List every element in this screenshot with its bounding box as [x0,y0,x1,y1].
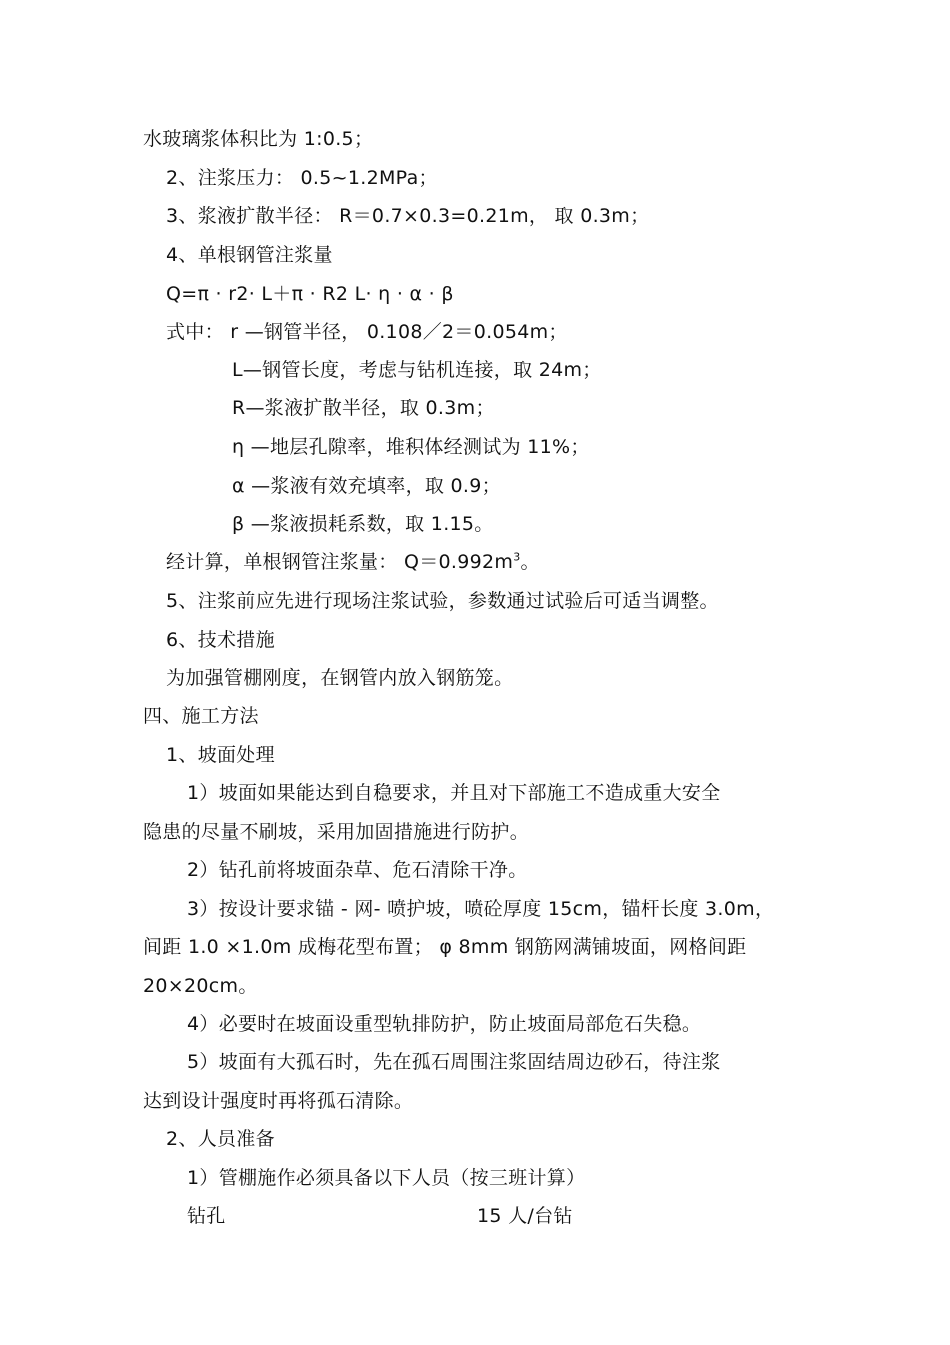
text-line: 6、技术措施 [166,629,275,651]
text-line: 1）坡面如果能达到自稳要求，并且对下部施工不造成重大安全 [187,782,721,804]
subsection-heading: 1、坡面处理 [166,744,275,766]
text-line [166,550,540,574]
text-line: 4、单根钢管注浆量 [166,244,333,266]
text-line: 3、浆液扩散半径： R＝0.7×0.3=0.21m， 取 0.3m； [166,205,650,227]
text-line: 式中： r —钢管半径， 0.108／2＝0.054m； [166,321,568,343]
text-line: 1）管棚施作必须具备以下人员（按三班计算） [187,1167,586,1189]
text-line: 为加强管棚刚度，在钢管内放入钢筋笼。 [166,667,514,689]
text-line: 达到设计强度时再将孤石清除。 [143,1090,414,1112]
text-line: 5）坡面有大孤石时，先在孤石周围注浆固结周边砂石，待注浆 [187,1051,721,1073]
text-line: 水玻璃浆体积比为 1:0.5； [143,128,374,150]
result-suffix: 。 [520,551,540,573]
text-line: 隐患的尽量不刷坡，采用加固措施进行防护。 [143,821,530,843]
personnel-count: 15 人/台钻 [477,1205,573,1227]
text-line: 间距 1.0 ×1.0m 成梅花型布置； φ 8mm 钢筋网满铺坡面，网格间距 [143,936,747,958]
text-line: 4）必要时在坡面设重型轨排防护，防止坡面局部危石失稳。 [187,1013,702,1035]
superscript: 3 [513,550,521,564]
text-line: 2）钻孔前将坡面杂草、危石清除干净。 [187,859,528,881]
text-line: L—钢管长度，考虑与钻机连接，取 24m； [232,359,602,381]
text-line: β —浆液损耗系数，取 1.15。 [232,513,494,535]
text-line: α —浆液有效充填率，取 0.9； [232,475,501,497]
subsection-heading: 2、人员准备 [166,1128,275,1150]
personnel-role: 钻孔 [187,1205,226,1227]
text-line: η —地层孔隙率，堆积体经测试为 11%； [232,436,590,458]
text-line: R—浆液扩散半径，取 0.3m； [232,397,495,419]
text-line: 3）按设计要求锚 - 网- 喷护坡，喷砼厚度 15cm，锚杆长度 3.0m， [187,898,775,920]
text-line: 5、注浆前应先进行现场注浆试验，参数通过试验后可适当调整。 [166,590,719,612]
result-text: 经计算，单根钢管注浆量： Q＝0.992m [166,551,514,573]
formula-line: Q=π · r2· L＋π · R2 L· η · α · β [166,283,454,305]
text-line: 20×20cm。 [143,975,258,997]
section-heading: 四、施工方法 [143,705,259,727]
text-line: 2、注浆压力： 0.5~1.2MPa； [166,167,438,189]
